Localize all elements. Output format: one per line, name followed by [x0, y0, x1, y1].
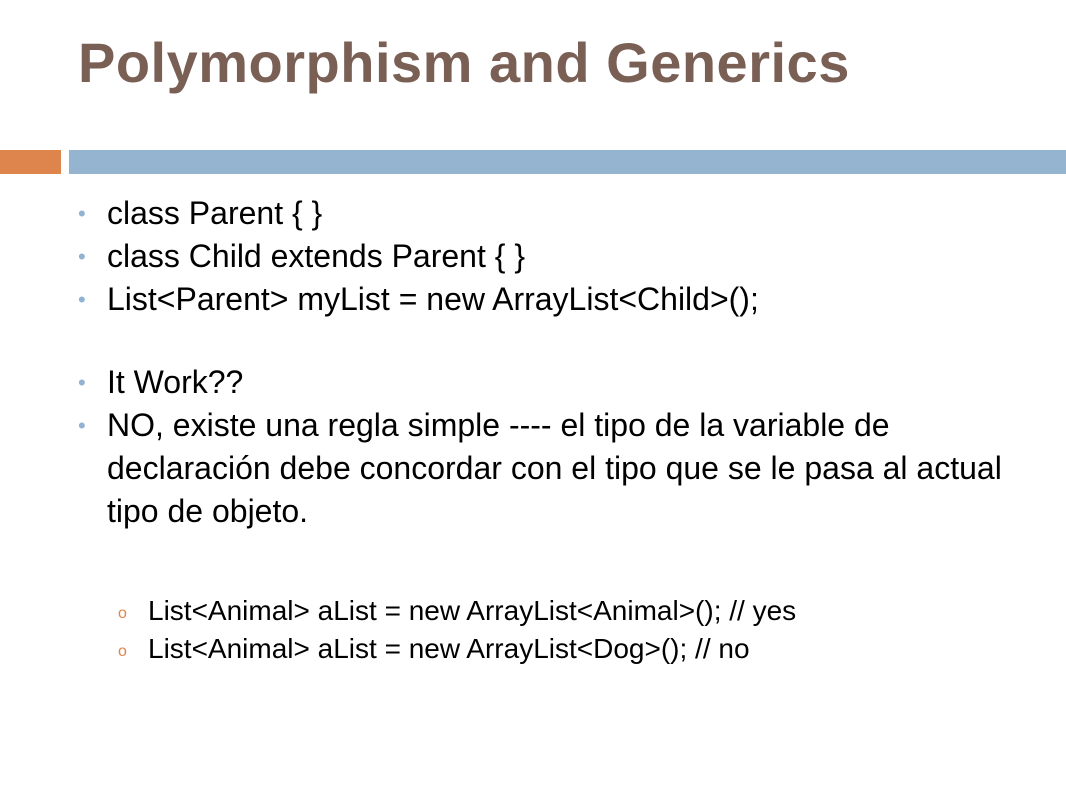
bullet-item [78, 404, 1038, 533]
bullet-text: NO, existe una regla simple ---- el tipo de la variable de declaración debe concordar con el tipo que se le pasa al actual tipo de objeto. [107, 407, 1002, 529]
title-underline-accent [0, 150, 61, 174]
bullet-item [78, 192, 1038, 235]
bullet-text: List<Parent> myList = new ArrayList<Child>(); [107, 281, 759, 317]
bullet-item [78, 235, 1038, 278]
bullet-icon: • [78, 287, 86, 312]
bullet-text: It Work?? [107, 364, 244, 400]
bullet-icon: • [78, 244, 86, 269]
sub-bullet-list [118, 592, 1018, 668]
sub-bullet-text: List<Animal> aList = new ArrayList<Animal>(); // yes [148, 595, 797, 626]
sub-bullet-item [118, 630, 1018, 668]
bullet-icon: • [78, 370, 86, 395]
bullet-icon: • [78, 201, 86, 226]
circle-bullet-icon: o [118, 605, 127, 622]
slide-content [78, 192, 1038, 664]
bullet-text: class Child extends Parent { } [107, 238, 526, 274]
bullet-item [78, 361, 1038, 404]
circle-bullet-icon: o [118, 643, 127, 660]
bullet-text: class Parent { } [107, 195, 323, 231]
list-spacer [78, 321, 1038, 361]
sub-bullet-item [118, 592, 1018, 630]
slide-title: Polymorphism and Generics [78, 31, 850, 94]
bullet-item [78, 278, 1038, 321]
bullet-icon: • [78, 413, 86, 438]
title-underline-bar [69, 150, 1066, 174]
sub-bullet-text: List<Animal> aList = new ArrayList<Dog>(); // no [148, 633, 750, 664]
bullet-list [78, 192, 1038, 533]
